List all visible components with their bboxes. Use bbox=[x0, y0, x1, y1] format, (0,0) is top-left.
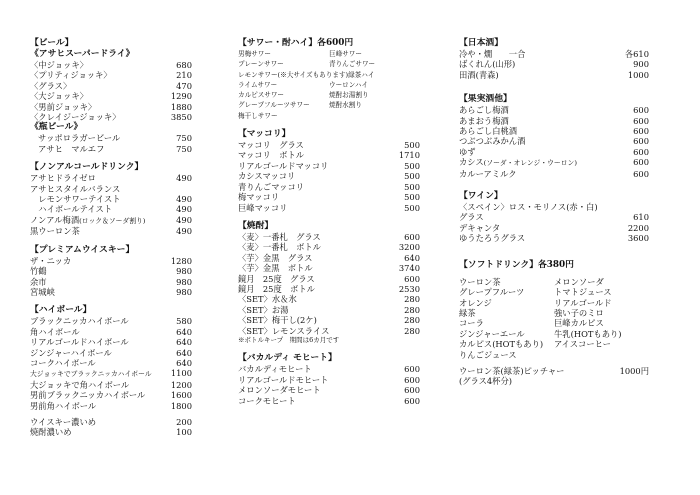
menu-item: 〈男前ジョッキ〉 1880 bbox=[30, 101, 192, 112]
menu-item: アサヒスタイルバランス bbox=[30, 183, 121, 194]
menu-pair-row: オレンジ リアルゴールド bbox=[459, 297, 612, 308]
menu-item: ザ・ニッカ 1280 bbox=[30, 255, 192, 266]
menu-column-middle bbox=[238, 38, 420, 414]
section-title: 【ワイン】 bbox=[459, 191, 503, 202]
section-sour bbox=[238, 38, 420, 121]
menu-item: カシスマッコリ 500 bbox=[238, 171, 420, 182]
section-title: 【ハイボール】 bbox=[30, 305, 92, 316]
menu-item: 焼酎濃いめ 100 bbox=[30, 427, 192, 438]
menu-pair-row: カルピス(HOTもあり) アイスコーヒー bbox=[459, 339, 611, 350]
section-title: 【焼酎】 bbox=[238, 220, 274, 231]
section-title: 【プレミアムウイスキー】 bbox=[30, 244, 135, 255]
menu-item: ノンアル梅酒(ロック＆ソーダ割り) 490 bbox=[30, 214, 192, 225]
menu-item: リアルゴールドハイボール 640 bbox=[30, 337, 192, 348]
section-whisky bbox=[30, 245, 192, 298]
menu-item: あまおう梅酒 600 bbox=[459, 115, 649, 126]
menu-item: ブラックニッカハイボール 580 bbox=[30, 316, 192, 327]
menu-item: 〈麦〉一番札 ボトル 3200 bbox=[238, 242, 420, 253]
menu-item: グラス 610 bbox=[459, 212, 649, 223]
menu-column-left bbox=[30, 38, 192, 446]
menu-item: あらごし白桃酒 600 bbox=[459, 126, 649, 137]
menu-pair-row: ジンジャーエール 牛乳(HOTもあり) bbox=[459, 328, 622, 339]
menu-item: リアルゴールドモヒート 600 bbox=[238, 374, 420, 385]
section-title: 【サワー・酎ハイ】各600円 bbox=[238, 38, 354, 48]
menu-item: 男前ブラックニッカハイボール 1600 bbox=[30, 390, 192, 401]
wine-subtitle: 〈スペイン〉ロス・モリノス(赤・白) bbox=[459, 202, 598, 213]
menu-item: 余市 980 bbox=[30, 276, 192, 287]
menu-item: ウイスキー濃いめ 200 bbox=[30, 416, 192, 427]
menu-item: アサヒドライゼロ 490 bbox=[30, 173, 192, 184]
menu-item: あらごし梅酒 600 bbox=[459, 105, 649, 116]
menu-pair-row: レモンサワー(※大サイズもあります) 緑茶ハイ bbox=[238, 70, 375, 79]
section-title: 【マッコリ】 bbox=[238, 129, 291, 140]
section-sake bbox=[459, 38, 649, 80]
menu-item: 大ジョッキでブラックニッカハイボール 1100 bbox=[30, 368, 192, 379]
menu-pair-row: カルピスサワー 焼酎お湯割り bbox=[238, 91, 369, 100]
menu-item: バカルディモヒート 600 bbox=[238, 364, 420, 375]
section-title: 【ビール】 bbox=[30, 38, 74, 48]
menu-pair-row: ライムサワー ウーロンハイ bbox=[238, 80, 369, 89]
menu-item: ハイボールテイスト 490 bbox=[30, 204, 192, 215]
menu-item: 巨峰マッコリ 500 bbox=[238, 202, 420, 213]
menu-item: ウーロン茶(緑茶)ピッチャー 1000円 bbox=[459, 365, 649, 376]
menu-item: ゆず 600 bbox=[459, 146, 649, 157]
menu-item: 〈中ジョッキ〉 680 bbox=[30, 60, 192, 70]
section-shochu bbox=[238, 221, 420, 346]
bottle-keep-note: ※ボトルキープ 期間は6カ月です bbox=[238, 335, 340, 344]
section-nonalcohol bbox=[30, 162, 192, 236]
menu-pair-row: コーラ 巨峰カルピス bbox=[459, 318, 604, 329]
section-wine bbox=[459, 191, 649, 244]
menu-pair-row: 男梅サワー 巨峰サワー bbox=[238, 50, 362, 58]
section-title: 【果実酒他】 bbox=[459, 94, 512, 105]
menu-item: 〈大ジョッキ〉 1290 bbox=[30, 91, 192, 102]
section-title: 【バカルディ モヒート】 bbox=[238, 353, 337, 364]
menu-item: カシス(ソーダ・オレンジ・ウーロン) 600 bbox=[459, 157, 649, 168]
menu-item: 田酒(青森) 1000 bbox=[459, 69, 649, 80]
menu-item: 〈SET〉レモンスライス 280 bbox=[238, 325, 420, 336]
menu-pair-row: ウーロン茶 メロンソーダ bbox=[459, 276, 604, 287]
menu-item: デキャンタ 2200 bbox=[459, 222, 649, 233]
section-highball bbox=[30, 305, 192, 437]
subsection-title: 《瓶ビール》 bbox=[30, 122, 83, 133]
menu-item: 鏡月 25度 ボトル 2530 bbox=[238, 283, 420, 294]
menu-item: 〈芋〉金黒 ボトル 3740 bbox=[238, 263, 420, 274]
menu-item: 宮城峡 980 bbox=[30, 286, 192, 297]
menu-item: 〈麦〉一番札 グラス 600 bbox=[238, 231, 420, 242]
menu-item: アサヒ マルエフ 750 bbox=[38, 143, 192, 154]
menu-item: ゆうたろうグラス 3600 bbox=[459, 233, 649, 244]
section-makkori bbox=[238, 129, 420, 213]
section-title: 【ソフトドリンク】各380円 bbox=[459, 259, 574, 270]
menu-pair-row: グレープフルーツ トマトジュース bbox=[459, 287, 612, 298]
menu-pair-row: りんごジュース bbox=[459, 349, 517, 360]
menu-item: 角ハイボール 640 bbox=[30, 326, 192, 337]
section-title: 【日本酒】 bbox=[459, 38, 503, 48]
menu-item: 〈SET〉梅干し(2ケ) 280 bbox=[238, 315, 420, 326]
menu-item: カルーアミルク 600 bbox=[459, 168, 649, 179]
menu-item: つぶつぶみかん酒 600 bbox=[459, 136, 649, 147]
section-title: 【ノンアルコールドリンク】 bbox=[30, 162, 144, 173]
menu-item: マッコリ ボトル 1710 bbox=[238, 150, 420, 161]
menu-item: 〈SET〉お湯 280 bbox=[238, 304, 420, 315]
pitcher-note: (グラス4杯分) bbox=[459, 376, 512, 387]
menu-pair-row: プレーンサワー 青りんごサワー bbox=[238, 60, 376, 69]
menu-item: 〈クレイジージョッキ〉 3850 bbox=[30, 112, 192, 123]
menu-pair-row: 梅干しサワー bbox=[238, 111, 278, 120]
menu-item: 鏡月 25度 グラス 600 bbox=[238, 273, 420, 284]
menu-item: 青りんごマッコリ 500 bbox=[238, 181, 420, 192]
section-fruit-liquor bbox=[459, 94, 649, 179]
menu-item: リアルゴールドマッコリ 500 bbox=[238, 160, 420, 171]
menu-item: レモンサワーテイスト 490 bbox=[30, 194, 192, 205]
section-beer bbox=[30, 38, 192, 154]
menu-item: 〈プリティジョッキ〉 210 bbox=[30, 70, 192, 81]
menu-item: 黒ウーロン茶 490 bbox=[30, 226, 192, 237]
section-soft-drinks bbox=[459, 260, 649, 387]
menu-item: 冷や・燗 一合 各610 bbox=[459, 49, 649, 59]
menu-item: 梅マッコリ 500 bbox=[238, 192, 420, 203]
menu-item: サッポロラガービール 750 bbox=[38, 133, 192, 144]
menu-pair-row: グレープフルーツサワー 焼酎水割り bbox=[238, 101, 362, 110]
menu-item: メロンソーダモヒート 600 bbox=[238, 385, 420, 396]
menu-item: コークハイボール 640 bbox=[30, 357, 192, 368]
menu-item: ばくれん(山形) 900 bbox=[459, 59, 649, 70]
menu-column-right bbox=[459, 38, 649, 395]
menu-item: 〈グラス〉 470 bbox=[30, 80, 192, 91]
menu-item: 〈SET〉水＆氷 280 bbox=[238, 294, 420, 305]
menu-item: 竹鶴 980 bbox=[30, 266, 192, 277]
section-baccardi bbox=[238, 353, 420, 406]
menu-item: コークモヒート 600 bbox=[238, 395, 420, 406]
menu-item: マッコリ グラス 500 bbox=[238, 140, 420, 151]
menu-item: 大ジョッキで角ハイボール 1200 bbox=[30, 379, 192, 390]
subsection-title: 《アサヒスーパードライ》 bbox=[30, 49, 135, 59]
menu-item: 男前角ハイボール 1800 bbox=[30, 400, 192, 411]
menu-item: 〈芋〉金黒 グラス 640 bbox=[238, 252, 420, 263]
menu-pair-row: 緑茶 強い子のミロ bbox=[459, 307, 604, 318]
menu-item: ジンジャーハイボール 640 bbox=[30, 347, 192, 358]
